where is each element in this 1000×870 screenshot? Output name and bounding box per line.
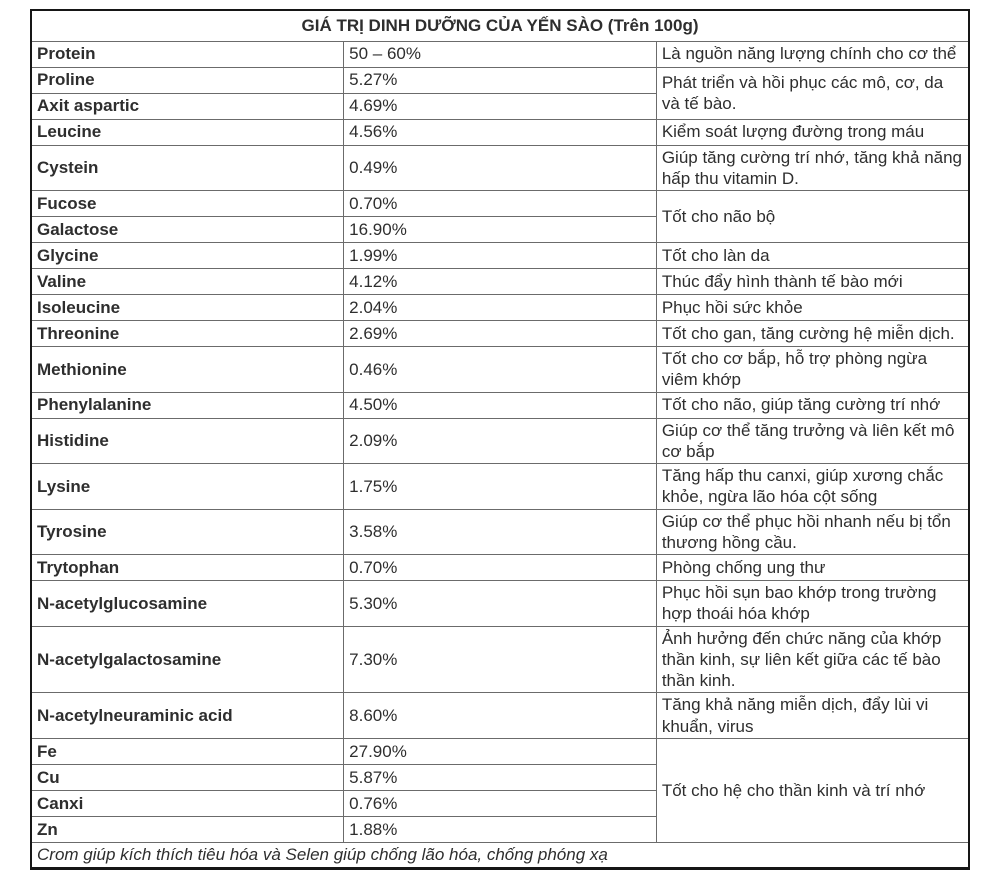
table-row-fucose bbox=[31, 191, 969, 217]
nutrient-desc-cell: Thúc đẩy hình thành tế bào mới bbox=[656, 269, 969, 295]
nutrient-name-cell: Tyrosine bbox=[31, 509, 344, 555]
nutrient-desc-cell: Phục hồi sụn bao khớp trong trường hợp thoái hóa khớp bbox=[656, 581, 969, 627]
nutrient-name-cell: Trytophan bbox=[31, 555, 344, 581]
nutrient-desc-cell: Tốt cho gan, tăng cường hệ miễn dịch. bbox=[656, 321, 969, 347]
table-footer-note: Crom giúp kích thích tiêu hóa và Selen giúp chống lão hóa, chống phóng xạ bbox=[31, 842, 969, 868]
nutrient-desc-cell: Phục hồi sức khỏe bbox=[656, 295, 969, 321]
nutrient-value-cell: 4.12% bbox=[344, 269, 657, 295]
nutrient-value-cell: 2.69% bbox=[344, 321, 657, 347]
table-row-threonine bbox=[31, 321, 969, 347]
nutrient-value-cell: 3.58% bbox=[344, 509, 657, 555]
nutrient-name-cell: Protein bbox=[31, 41, 344, 67]
nutrient-name-cell: Glycine bbox=[31, 243, 344, 269]
nutrient-desc-cell: Giúp cơ thể tăng trưởng và liên kết mô cơ bắp bbox=[656, 418, 969, 464]
table-row-valine bbox=[31, 269, 969, 295]
nutrient-desc-cell: Tăng khả năng miễn dịch, đẩy lùi vi khuẩn, virus bbox=[656, 693, 969, 739]
nutrient-desc-cell: Ảnh hưởng đến chức năng của khớp thần kinh, sự liên kết giữa các tế bào thần kinh. bbox=[656, 626, 969, 693]
nutrient-value-cell: 0.46% bbox=[344, 347, 657, 393]
nutrient-value-cell: 7.30% bbox=[344, 626, 657, 693]
nutrient-name-cell: N-acetylglucosamine bbox=[31, 581, 344, 627]
nutrient-value-cell: 50 – 60% bbox=[344, 41, 657, 67]
nutrient-value-cell: 2.04% bbox=[344, 295, 657, 321]
nutrient-desc-cell: Tốt cho cơ bắp, hỗ trợ phòng ngừa viêm khớp bbox=[656, 347, 969, 393]
nutrient-name-cell: Histidine bbox=[31, 418, 344, 464]
table-row-methionine bbox=[31, 347, 969, 393]
table-footer-row bbox=[31, 842, 969, 868]
nutrient-name-cell: Lysine bbox=[31, 464, 344, 510]
nutrient-name-cell: Valine bbox=[31, 269, 344, 295]
nutrient-name-cell: Canxi bbox=[31, 790, 344, 816]
nutrient-value-cell: 1.99% bbox=[344, 243, 657, 269]
nutrient-name-cell: Zn bbox=[31, 816, 344, 842]
nutrient-name-cell: Isoleucine bbox=[31, 295, 344, 321]
table-row-trytophan bbox=[31, 555, 969, 581]
table-row-isoleucine bbox=[31, 295, 969, 321]
table-row-lysine bbox=[31, 464, 969, 510]
nutrient-desc-cell: Giúp tăng cường trí nhớ, tăng khả năng hấp thu vitamin D. bbox=[656, 145, 969, 191]
nutrient-desc-cell-merged: Tốt cho hệ cho thần kinh và trí nhớ bbox=[656, 738, 969, 842]
nutrient-name-cell: Galactose bbox=[31, 217, 344, 243]
nutrient-desc-cell-merged: Phát triển và hồi phục các mô, cơ, da và tế bào. bbox=[656, 67, 969, 119]
table-row-histidine bbox=[31, 418, 969, 464]
nutrient-name-cell: Fucose bbox=[31, 191, 344, 217]
nutrient-value-cell: 27.90% bbox=[344, 738, 657, 764]
nutrient-desc-cell: Tốt cho não, giúp tăng cường trí nhớ bbox=[656, 392, 969, 418]
nutrient-value-cell: 4.50% bbox=[344, 392, 657, 418]
nutrient-value-cell: 4.56% bbox=[344, 119, 657, 145]
table-row-n-acetylneuraminic-acid bbox=[31, 693, 969, 739]
table-row-n-acetylgalactosamine bbox=[31, 626, 969, 693]
nutrient-value-cell: 0.76% bbox=[344, 790, 657, 816]
nutrient-name-cell: Threonine bbox=[31, 321, 344, 347]
nutrient-desc-cell-merged: Tốt cho não bộ bbox=[656, 191, 969, 243]
table-row-n-acetylglucosamine bbox=[31, 581, 969, 627]
nutrient-name-cell: N-acetylgalactosamine bbox=[31, 626, 344, 693]
nutrient-value-cell: 5.87% bbox=[344, 764, 657, 790]
nutrient-desc-cell: Là nguồn năng lượng chính cho cơ thể bbox=[656, 41, 969, 67]
nutrient-value-cell: 5.27% bbox=[344, 67, 657, 93]
table-row-glycine bbox=[31, 243, 969, 269]
nutrient-desc-cell: Giúp cơ thể phục hồi nhanh nếu bị tổn thương hồng cầu. bbox=[656, 509, 969, 555]
nutrient-desc-cell: Tăng hấp thu canxi, giúp xương chắc khỏe, ngừa lão hóa cột sống bbox=[656, 464, 969, 510]
table-row-tyrosine bbox=[31, 509, 969, 555]
nutrient-value-cell: 2.09% bbox=[344, 418, 657, 464]
nutrient-name-cell: Cystein bbox=[31, 145, 344, 191]
nutrient-name-cell: Leucine bbox=[31, 119, 344, 145]
nutrient-name-cell: N-acetylneuraminic acid bbox=[31, 693, 344, 739]
nutrient-name-cell: Fe bbox=[31, 738, 344, 764]
nutrient-value-cell: 1.88% bbox=[344, 816, 657, 842]
nutrient-desc-cell: Phòng chống ung thư bbox=[656, 555, 969, 581]
table-row-phenylalanine bbox=[31, 392, 969, 418]
nutrient-name-cell: Methionine bbox=[31, 347, 344, 393]
table-row-cystein bbox=[31, 145, 969, 191]
table-row-proline bbox=[31, 67, 969, 93]
table-row-protein bbox=[31, 41, 969, 67]
table-title-row bbox=[31, 10, 969, 41]
table-row-fe bbox=[31, 738, 969, 764]
nutrient-name-cell: Cu bbox=[31, 764, 344, 790]
nutrient-name-cell: Axit aspartic bbox=[31, 93, 344, 119]
nutrient-value-cell: 0.70% bbox=[344, 555, 657, 581]
table-title: GIÁ TRỊ DINH DƯỠNG CỦA YẾN SÀO (Trên 100g) bbox=[31, 10, 969, 41]
nutrient-name-cell: Proline bbox=[31, 67, 344, 93]
nutrient-desc-cell: Kiểm soát lượng đường trong máu bbox=[656, 119, 969, 145]
nutrient-value-cell: 8.60% bbox=[344, 693, 657, 739]
nutrient-name-cell: Phenylalanine bbox=[31, 392, 344, 418]
table-row-leucine bbox=[31, 119, 969, 145]
nutrient-value-cell: 4.69% bbox=[344, 93, 657, 119]
nutrient-value-cell: 5.30% bbox=[344, 581, 657, 627]
nutrient-value-cell: 0.70% bbox=[344, 191, 657, 217]
nutrient-value-cell: 1.75% bbox=[344, 464, 657, 510]
nutrient-desc-cell: Tốt cho làn da bbox=[656, 243, 969, 269]
nutrition-table bbox=[30, 9, 970, 870]
nutrient-value-cell: 0.49% bbox=[344, 145, 657, 191]
nutrient-value-cell: 16.90% bbox=[344, 217, 657, 243]
